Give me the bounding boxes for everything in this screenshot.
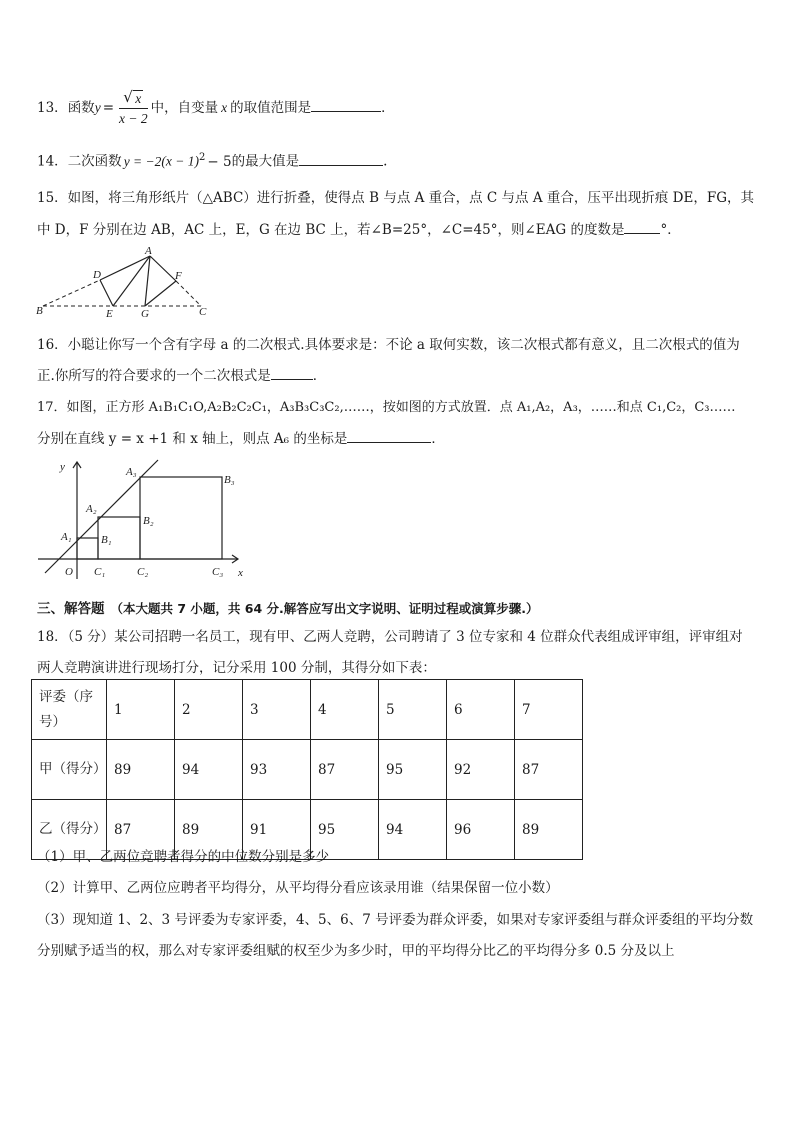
q15-line-1: 15．如图，将三角形纸片（△ABC）进行折叠，使得点 B 与点 A 重合，点 C 与点 A 重合，压平出现折痕 DE，FG，其	[37, 190, 755, 206]
q13-number: 13．	[37, 100, 68, 116]
q18-sub-3-line-2: 分别赋予适当的权，那么对专家评委组赋的权至少为多少时，甲的平均得分比乙的平均得分多 0.5 分及以上	[37, 943, 675, 959]
q14-answer-blank[interactable]	[299, 151, 383, 166]
label-A: A	[145, 245, 152, 257]
score-cell: 94	[379, 800, 447, 860]
line-FG	[145, 281, 176, 306]
score-cell: 96	[447, 800, 515, 860]
score-cell: 95	[379, 740, 447, 800]
header-cell: 3	[243, 680, 311, 740]
q15-end: °．	[660, 222, 681, 238]
q13-denominator: x − 2	[119, 110, 148, 126]
q14-exponent: 2	[199, 152, 206, 163]
q18-sub-3-line-1: （3）现知道 1、2、3 号评委为专家评委，4、5、6、7 号评委为群众评委，如果对专家评委组与群众评委组的平均分数	[37, 912, 754, 928]
q13-post2: 的取值范围是	[230, 100, 312, 116]
score-cell: 89	[175, 800, 243, 860]
q14-expr-b: (x − 1)	[161, 153, 199, 169]
question-13	[37, 88, 395, 128]
score-cell: 89	[515, 800, 583, 860]
label-C3: C₃	[212, 566, 224, 578]
score-table	[31, 679, 583, 860]
line-AG	[145, 256, 150, 306]
q13-end: ．	[381, 100, 395, 116]
score-cell: 92	[447, 740, 515, 800]
score-cell: 89	[107, 740, 175, 800]
score-cell: 87	[107, 800, 175, 860]
q15-line-2-text: 中 D，F 分别在边 AB，AC 上，E，G 在边 BC 上，若∠B=25°，∠C=45°，则∠EAG 的度数是	[37, 222, 625, 238]
q14-expr-a: y = −2	[123, 153, 162, 169]
score-cell: 93	[243, 740, 311, 800]
table-row	[32, 740, 583, 800]
label-B3: B₃	[224, 474, 235, 486]
header-cell: 评委（序号）	[32, 680, 107, 740]
section-3-title: 三、解答题	[37, 601, 105, 617]
q14-pre: 二次函数	[67, 153, 122, 170]
line-DE	[100, 280, 113, 306]
label-B1: B₁	[101, 534, 112, 546]
label-A3: A₃	[126, 466, 137, 478]
q13-fraction: √ x x − 2	[119, 87, 148, 126]
q13-sqrt-arg: x	[135, 90, 142, 106]
header-cell: 5	[379, 680, 447, 740]
question-14	[37, 148, 387, 172]
q16-end: ．	[312, 368, 327, 384]
label-G: G	[141, 308, 149, 320]
q13-answer-blank[interactable]	[311, 97, 381, 112]
q18-line-2: 两人竞聘演讲进行现场打分，记分采用 100 分制，其得分如下表：	[37, 660, 436, 676]
q13-pre: 函数	[67, 100, 95, 116]
q15-triangle-figure	[33, 244, 213, 320]
q17-line-1: 17．如图，正方形 A₁B₁C₁O,A₂B₂C₂C₁，A₃B₃C₃C₂,……，按如图的方式放置．点 A₁,A₂，A₃，……和点 C₁,C₂，C₃……	[37, 400, 736, 415]
label-C2: C₂	[137, 566, 149, 578]
q14-expr-c: − 5	[207, 153, 232, 170]
label-C: C	[199, 306, 207, 318]
label-D: D	[93, 269, 101, 281]
row-label: 乙（得分）	[32, 800, 107, 860]
score-cell: 87	[515, 740, 583, 800]
dashed-FC	[176, 281, 201, 306]
header-cell: 6	[447, 680, 515, 740]
label-C1: C₁	[94, 566, 106, 578]
q13-post: 中，自变量	[150, 100, 219, 116]
q17-line-2-text: 分别在直线 y = x +1 和 x 轴上，则点 A₆ 的坐标是	[37, 431, 348, 447]
header-cell: 2	[175, 680, 243, 740]
q16-line-2-text: 正.你所写的符合要求的一个二次根式是	[37, 368, 271, 384]
square-1	[77, 538, 98, 559]
q14-end: .	[383, 153, 388, 170]
section-3-note: （本大题共 7 小题，共 64 分.解答应写出文字说明、证明过程或演算步骤.）	[110, 601, 539, 616]
dashed-BD	[43, 280, 100, 306]
q17-line-2	[37, 427, 445, 447]
header-cell: 1	[107, 680, 175, 740]
q13-eq: =	[102, 100, 114, 116]
table-header-row	[32, 680, 583, 740]
section-3-heading	[37, 597, 539, 617]
label-x: x	[238, 567, 243, 579]
line-AD	[100, 256, 150, 280]
q17-end: ．	[431, 431, 445, 447]
q18-sub-1: （1）甲、乙两位竞聘者得分的中位数分别是多少	[37, 849, 330, 865]
q16-line-1: 16．小聪让你写一个含有字母 a 的二次根式.具体要求是：不论 a 取何实数，该二次根式都有意义，且二次根式的值为	[37, 337, 740, 353]
q17-squares-figure	[33, 455, 255, 583]
line-AE	[113, 256, 150, 306]
label-O: O	[65, 566, 73, 578]
label-B2: B₂	[143, 515, 154, 527]
q15-line-2	[37, 218, 681, 238]
q14-number: 14．	[37, 153, 68, 170]
label-A2: A₂	[86, 503, 97, 515]
line-AF	[150, 256, 176, 281]
row-label: 甲（得分）	[32, 740, 107, 800]
header-cell: 7	[515, 680, 583, 740]
score-cell: 87	[311, 740, 379, 800]
q16-answer-blank[interactable]	[271, 365, 313, 380]
label-y: y	[60, 461, 65, 473]
score-cell: 94	[175, 740, 243, 800]
label-B: B	[36, 305, 43, 317]
header-cell: 4	[311, 680, 379, 740]
q15-answer-blank[interactable]	[624, 219, 660, 234]
q18-sub-2: （2）计算甲、乙两位应聘者平均得分，从平均得分看应该录用谁（结果保留一位小数）	[37, 880, 559, 896]
q14-post: 的最大值是	[231, 153, 300, 170]
q18-line-1: 18．（5 分）某公司招聘一名员工，现有甲、乙两人竞聘，公司聘请了 3 位专家和 4 位群众代表组成评审组，评审组对	[37, 629, 743, 645]
label-E: E	[106, 308, 113, 320]
score-cell: 91	[243, 800, 311, 860]
q17-answer-blank[interactable]	[347, 428, 431, 443]
q16-line-2	[37, 364, 326, 384]
label-F: F	[175, 270, 182, 282]
q13-var: x	[221, 100, 228, 115]
q13-y: y	[94, 100, 101, 115]
label-A1: A₁	[61, 531, 72, 543]
score-cell: 95	[311, 800, 379, 860]
